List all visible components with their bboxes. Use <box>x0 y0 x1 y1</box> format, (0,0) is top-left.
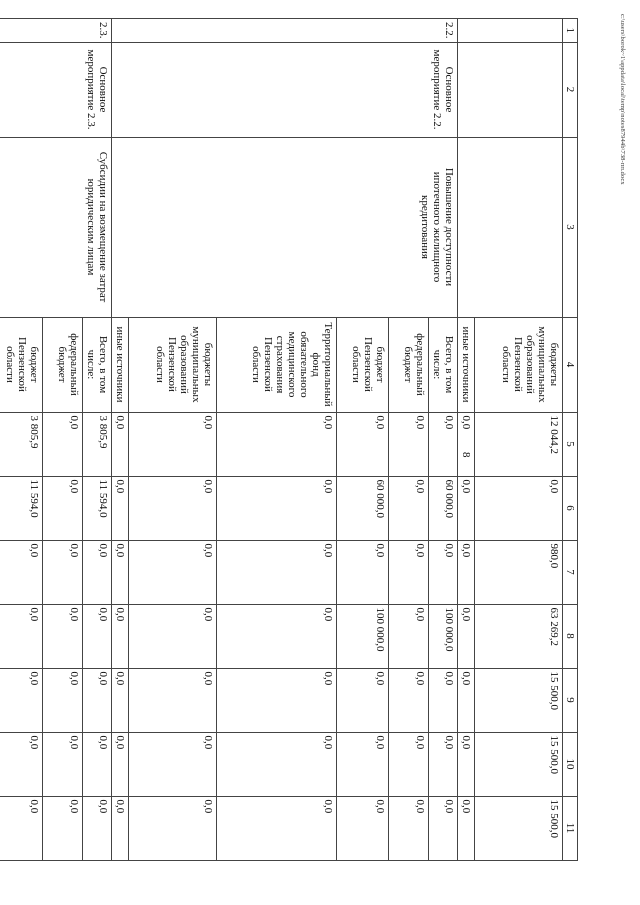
value-cell: 0,0 <box>83 540 112 604</box>
value-cell: 0,0 <box>129 732 217 796</box>
funding-source: бюджет Пензенской области <box>0 317 43 412</box>
value-cell: 11 594,0 <box>83 476 112 540</box>
funding-source: федеральный бюджет <box>43 317 83 412</box>
value-cell: 0,0 <box>429 540 458 604</box>
value-cell: 0,0 <box>475 476 563 540</box>
value-cell: 0,0 <box>429 732 458 796</box>
col-number: 2 <box>563 42 578 137</box>
measure-name: Основное мероприятие 2.3. <box>0 42 112 137</box>
col-number: 9 <box>563 668 578 732</box>
table-row <box>429 19 458 861</box>
table-body <box>0 19 578 861</box>
value-cell: 0,0 <box>389 412 429 476</box>
value-cell: 0,0 <box>129 796 217 860</box>
col-number: 10 <box>563 732 578 796</box>
measure-number: 2.3. <box>0 19 112 43</box>
value-cell: 15 500,0 <box>475 796 563 860</box>
value-cell: 12 044,2 <box>475 412 563 476</box>
value-cell: 0,0 <box>112 412 129 476</box>
value-cell: 0,0 <box>217 540 337 604</box>
value-cell: 0,0 <box>429 668 458 732</box>
col-number: 1 <box>563 19 578 43</box>
funding-source: Территориальный фонд обязательного медицинского страхования Пензенской области <box>217 317 337 412</box>
value-cell: 0,0 <box>43 476 83 540</box>
value-cell: 11 594,0 <box>0 476 43 540</box>
col-number: 4 <box>563 317 578 412</box>
funding-source: бюджеты муниципальных образований Пензенской области <box>129 317 217 412</box>
col-number: 8 <box>563 604 578 668</box>
value-cell: 0,0 <box>43 604 83 668</box>
value-cell: 0,0 <box>217 412 337 476</box>
value-cell: 0,0 <box>0 668 43 732</box>
value-cell: 0,0 <box>217 796 337 860</box>
value-cell: 0,0 <box>217 476 337 540</box>
value-cell: 3 805,9 <box>0 412 43 476</box>
value-cell: 3 805,9 <box>83 412 112 476</box>
value-cell: 0,0 <box>129 540 217 604</box>
value-cell: 0,0 <box>389 540 429 604</box>
table-row <box>83 19 112 861</box>
value-cell: 0,0 <box>43 540 83 604</box>
value-cell: 100 000,0 <box>429 604 458 668</box>
value-cell: 980,0 <box>475 540 563 604</box>
col-number: 7 <box>563 540 578 604</box>
measure-description: Повышение доступности ипотечного жилищного кредитования <box>112 137 458 317</box>
value-cell: 0,0 <box>129 604 217 668</box>
value-cell: 0,0 <box>389 604 429 668</box>
value-cell: 0,0 <box>389 732 429 796</box>
value-cell: 0,0 <box>0 604 43 668</box>
value-cell: 0,0 <box>112 796 129 860</box>
value-cell: 0,0 <box>217 604 337 668</box>
page-number: 8 <box>460 452 472 458</box>
value-cell: 0,0 <box>43 732 83 796</box>
value-cell: 0,0 <box>43 412 83 476</box>
value-cell: 0,0 <box>458 412 475 476</box>
empty-cell <box>458 19 563 43</box>
value-cell: 0,0 <box>458 732 475 796</box>
value-cell: 0,0 <box>112 540 129 604</box>
col-number: 11 <box>563 796 578 860</box>
measure-description: Субсидии на возмещение затрат юридическим лицам <box>0 137 112 317</box>
value-cell: 0,0 <box>0 732 43 796</box>
value-cell: 0,0 <box>0 796 43 860</box>
value-cell: 0,0 <box>83 796 112 860</box>
value-cell: 100 000,0 <box>337 604 389 668</box>
value-cell: 0,0 <box>112 732 129 796</box>
file-path-footer: c:\users\borok~1\appdata\local\temp\notes87944b\738-пп.docx <box>619 14 626 185</box>
funding-source: иные источники <box>458 317 475 412</box>
value-cell: 0,0 <box>217 668 337 732</box>
col-number: 5 <box>563 412 578 476</box>
value-cell: 0,0 <box>458 540 475 604</box>
column-number-row <box>563 19 578 861</box>
measure-number: 2.2. <box>112 19 458 43</box>
value-cell: 0,0 <box>337 540 389 604</box>
funding-source: Всего, в том числе: <box>83 317 112 412</box>
value-cell: 15 500,0 <box>475 732 563 796</box>
value-cell: 0,0 <box>129 412 217 476</box>
value-cell: 0,0 <box>337 732 389 796</box>
funding-source: бюджеты муниципальных образований Пензенской области <box>475 317 563 412</box>
value-cell: 0,0 <box>217 732 337 796</box>
value-cell: 0,0 <box>337 412 389 476</box>
value-cell: 63 269,2 <box>475 604 563 668</box>
value-cell: 0,0 <box>43 668 83 732</box>
value-cell: 0,0 <box>458 476 475 540</box>
value-cell: 0,0 <box>0 540 43 604</box>
value-cell: 0,0 <box>389 668 429 732</box>
value-cell: 0,0 <box>337 796 389 860</box>
empty-cell <box>458 137 563 317</box>
value-cell: 15 500,0 <box>475 668 563 732</box>
value-cell: 0,0 <box>429 412 458 476</box>
program-finance-table <box>0 18 578 861</box>
value-cell: 0,0 <box>83 732 112 796</box>
funding-source: Всего, в том числе: <box>429 317 458 412</box>
col-number: 6 <box>563 476 578 540</box>
funding-source: федеральный бюджет <box>389 317 429 412</box>
measure-name: Основное мероприятие 2.2. <box>112 42 458 137</box>
table-row <box>475 19 563 861</box>
value-cell: 60 000,0 <box>429 476 458 540</box>
value-cell: 0,0 <box>129 668 217 732</box>
value-cell: 0,0 <box>83 604 112 668</box>
value-cell: 0,0 <box>389 476 429 540</box>
value-cell: 60 000,0 <box>337 476 389 540</box>
value-cell: 0,0 <box>112 476 129 540</box>
value-cell: 0,0 <box>458 668 475 732</box>
col-number: 3 <box>563 137 578 317</box>
funding-source: иные источники <box>112 317 129 412</box>
value-cell: 0,0 <box>458 796 475 860</box>
value-cell: 0,0 <box>83 668 112 732</box>
value-cell: 0,0 <box>112 604 129 668</box>
funding-source: бюджет Пензенской области <box>337 317 389 412</box>
value-cell: 0,0 <box>112 668 129 732</box>
empty-cell <box>458 42 563 137</box>
value-cell: 0,0 <box>43 796 83 860</box>
value-cell: 0,0 <box>337 668 389 732</box>
value-cell: 0,0 <box>458 604 475 668</box>
value-cell: 0,0 <box>429 796 458 860</box>
value-cell: 0,0 <box>129 476 217 540</box>
value-cell: 0,0 <box>389 796 429 860</box>
